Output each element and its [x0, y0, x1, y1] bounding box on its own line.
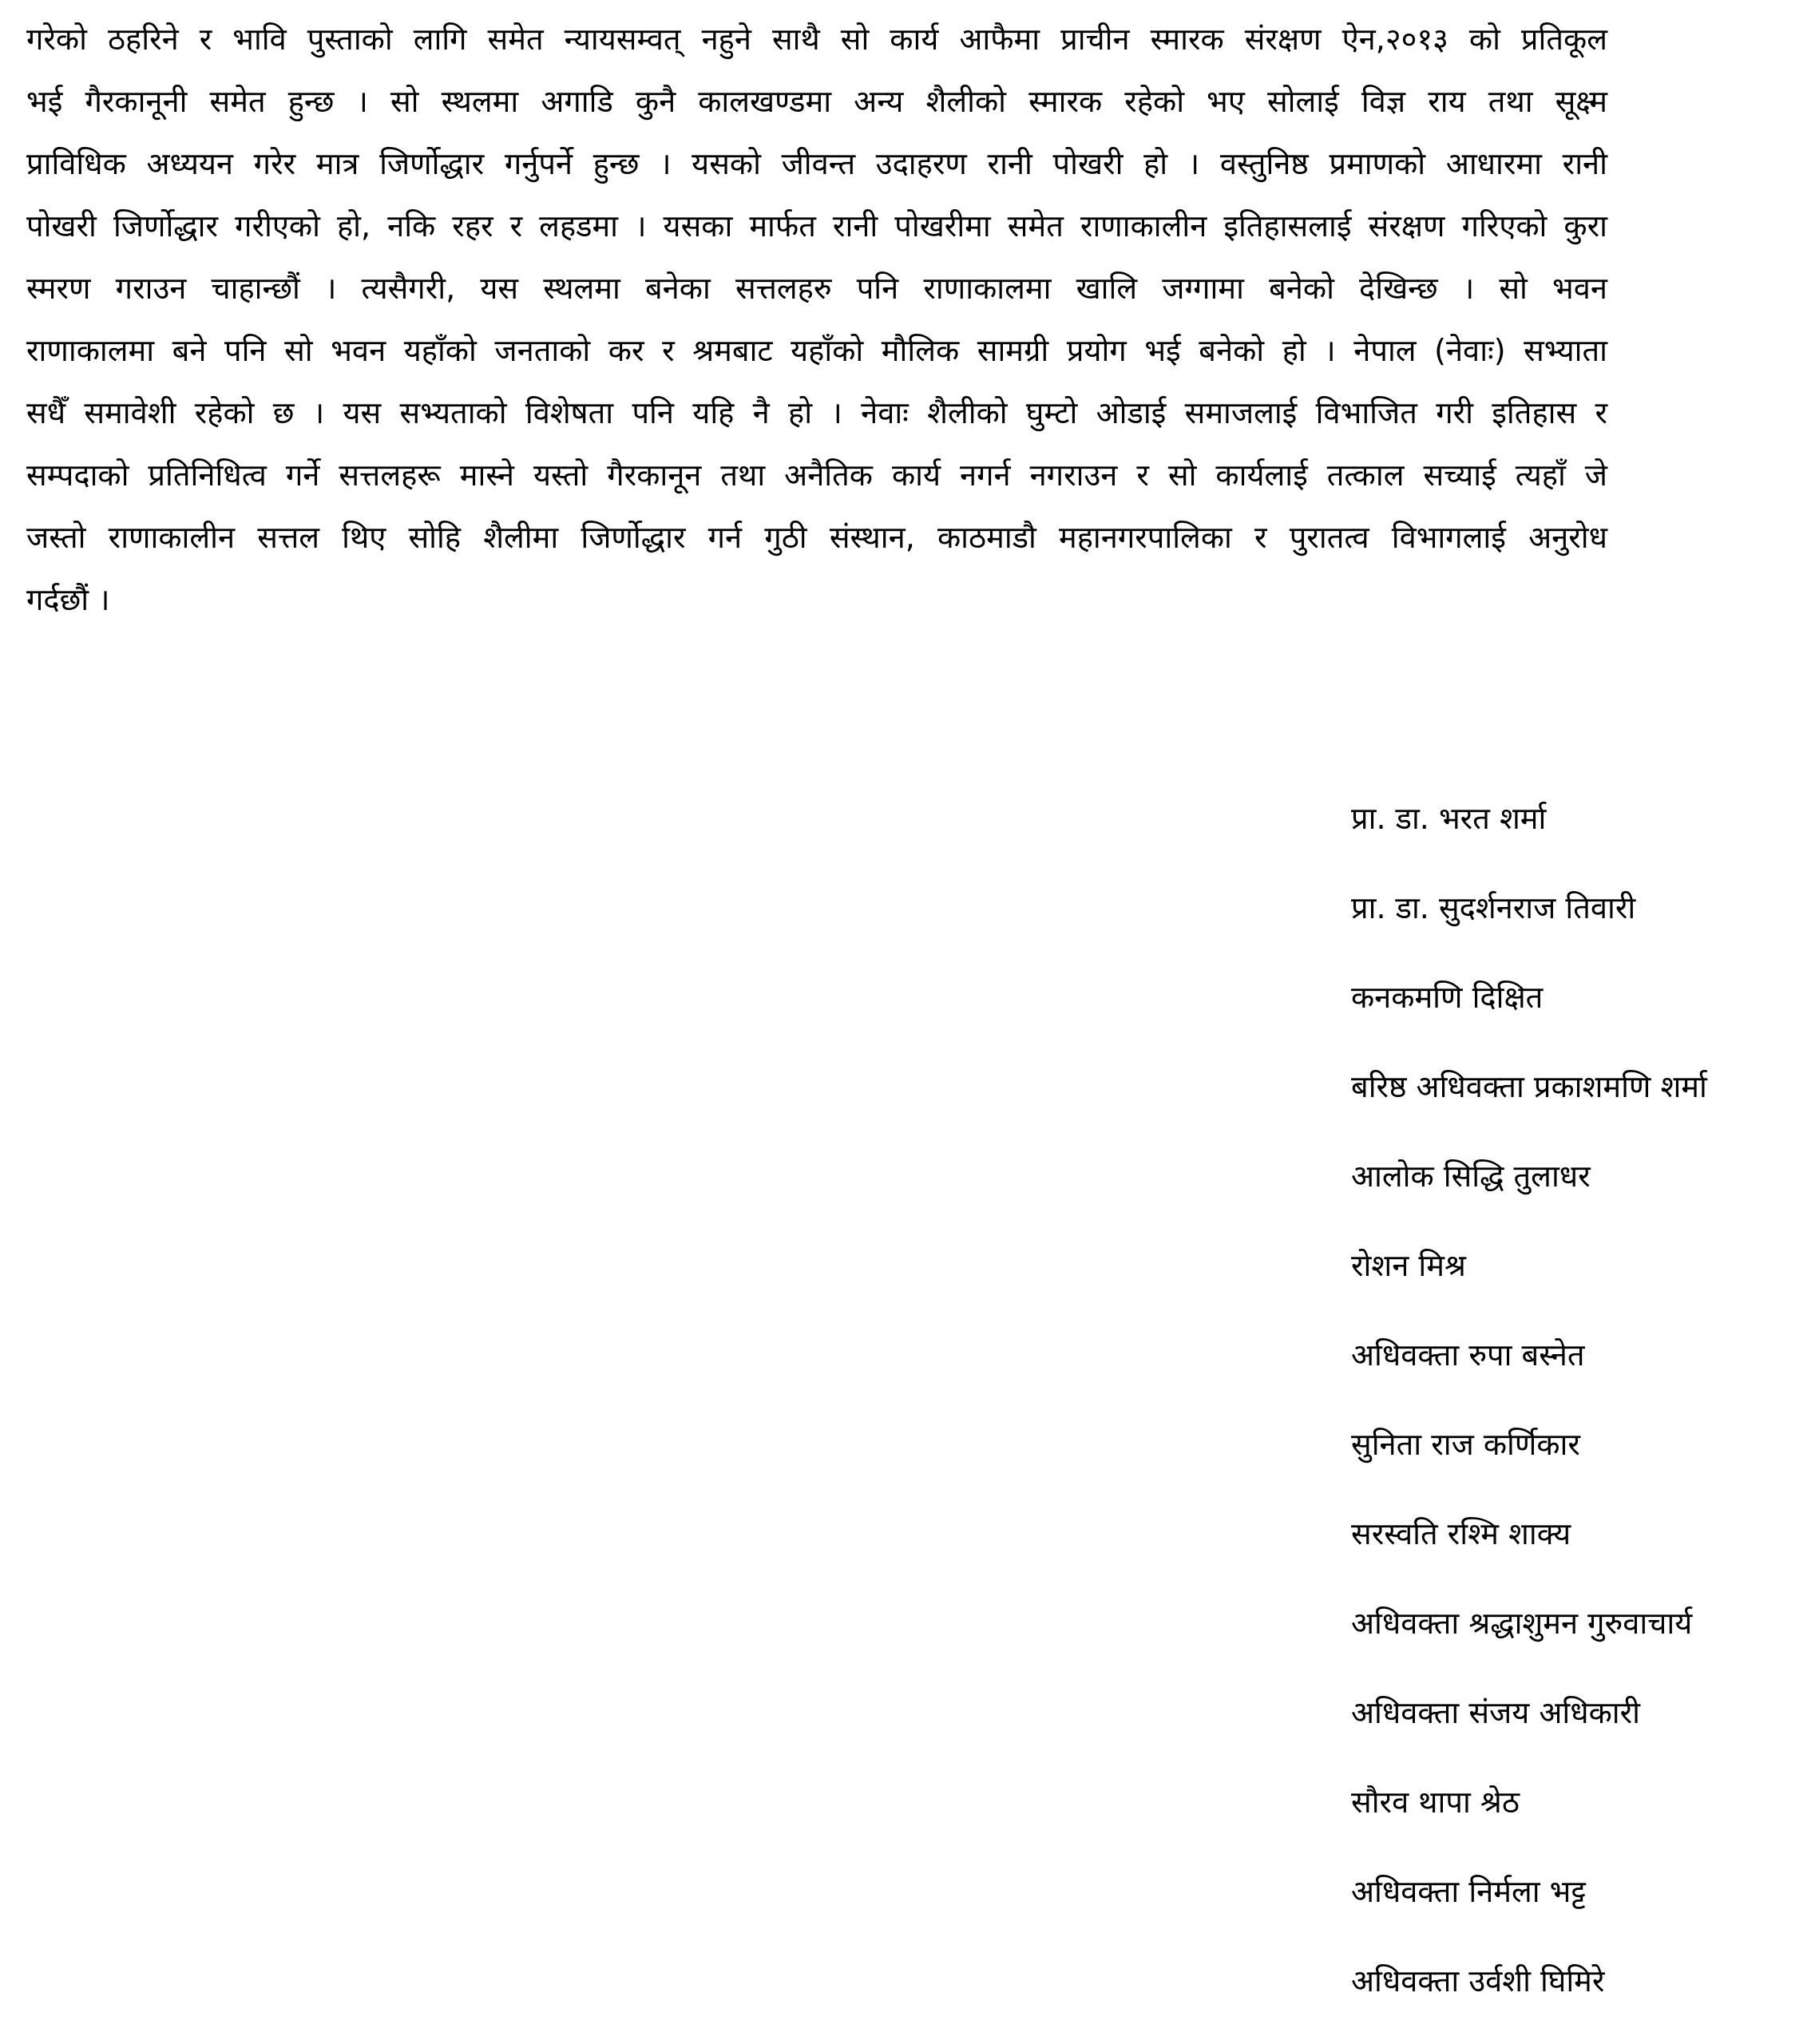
paragraph-line: स्मरण गराउन चाहान्छौं । त्यसैगरी, यस स्थलमा बनेका सत्तलहरु पनि राणाकालमा खालि जग्गामा बनेको देखिन्छ । सो भवन — [26, 271, 1607, 306]
signatory-name: अधिवक्ता उर्वशी घिमिरे — [1351, 1963, 1605, 1998]
signatory-name: अधिवक्ता संजय अधिकारी — [1351, 1695, 1640, 1730]
signatory-name: प्रा. डा. सुदर्शनराज तिवारी — [1351, 890, 1636, 925]
paragraph-line: राणाकालमा बने पनि सो भवन यहाँको जनताको कर र श्रमबाट यहाँको मौलिक सामग्री प्रयोग भई बनेको हो । नेपाल (नेवाः) सभ्याता — [26, 333, 1607, 368]
signatory-name: सरस्वति रश्मि शाक्य — [1351, 1516, 1571, 1551]
paragraph-line: सम्पदाको प्रतिनिधित्व गर्ने सत्तलहरू मास्ने यस्तो गैरकानून तथा अनैतिक कार्य नगर्न नगराउन र सो कार्यलाई तत्काल सच्याई त्यहाँ जे — [26, 458, 1607, 493]
letter-paragraph — [26, 8, 1607, 631]
signatory-name: सौरव थापा श्रेठ — [1351, 1785, 1520, 1820]
signatory-name: प्रा. डा. भरत शर्मा — [1351, 801, 1547, 836]
paragraph-line: सधैँ समावेशी रहेको छ । यस सभ्यताको विशेषता पनि यहि नै हो । नेवाः शैलीको घुम्टो ओडाई समाजलाई विभाजित गरी इतिहास र — [26, 395, 1607, 430]
paragraph-line: गर्दछौं । — [26, 582, 110, 617]
paragraph-line: पोखरी जिर्णोद्धार गरीएको हो, नकि रहर र लहडमा । यसका मार्फत रानी पोखरीमा समेत राणाकालीन इतिहासलाई संरक्षण गरिएको कुरा — [26, 208, 1607, 244]
paragraph-line: भई गैरकानूनी समेत हुन्छ । सो स्थलमा अगाडि कुनै कालखण्डमा अन्य शैलीको स्मारक रहेको भए सोलाई विज्ञ राय तथा सूक्ष्म — [26, 84, 1607, 119]
signatory-name: आलोक सिद्धि तुलाधर — [1351, 1159, 1591, 1194]
paragraph-line: प्राविधिक अध्ययन गरेर मात्र जिर्णोद्धार गर्नुपर्ने हुन्छ । यसको जीवन्त उदाहरण रानी पोखरी हो । वस्तुनिष्ठ प्रमाणको आधारमा रानी — [26, 146, 1607, 181]
signatory-list — [1351, 786, 1798, 2038]
signatory-name: अधिवक्ता रुपा बस्नेत — [1351, 1337, 1585, 1373]
paragraph-line: जस्तो राणाकालीन सत्तल थिए सोहि शैलीमा जिर्णोद्धार गर्न गुठी संस्थान, काठमाडौ महानगरपालिका र पुरातत्व विभागलाई अनुरोध — [26, 520, 1607, 555]
signatory-name: सुनिता राज कर्णिकार — [1351, 1427, 1580, 1462]
paragraph-line: गरेको ठहरिने र भावि पुस्ताको लागि समेत न्यायसम्वत् नहुने साथै सो कार्य आफैमा प्राचीन स्मारक संरक्षण ऐन,२०१३ को प्रतिकूल — [26, 22, 1607, 57]
signatory-name: बरिष्ठ अधिवक्ता प्रकाशमणि शर्मा — [1351, 1069, 1707, 1104]
signatory-name: अधिवक्ता श्रद्धाशुमन गुरुवाचार्य — [1351, 1606, 1693, 1641]
signatory-name: कनकमणि दिक्षित — [1351, 980, 1544, 1015]
signatory-name: रोशन मिश्र — [1351, 1248, 1466, 1283]
signatory-name: अधिवक्ता निर्मला भट्ट — [1351, 1874, 1586, 1909]
